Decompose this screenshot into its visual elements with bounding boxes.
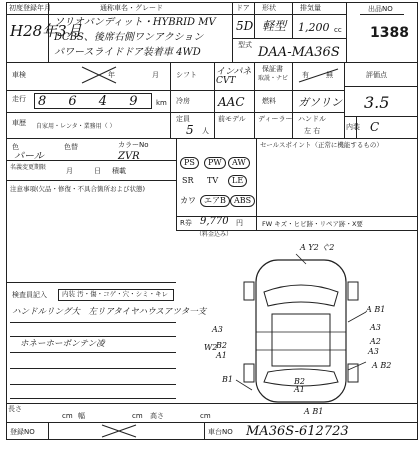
capacity-unit: 人 [202, 127, 209, 135]
mark-right-2: A3 [370, 323, 381, 332]
inspector-options: 内装 汚・傷・コゲ・穴・シミ・キレ [62, 290, 169, 298]
reg-no-label: 登録NO [10, 428, 35, 436]
inspection-strike [80, 64, 120, 86]
equip-pw: PW [204, 157, 226, 169]
color-label: 色 [12, 143, 19, 151]
color-no-label: カラーNo [118, 141, 149, 149]
color-change-label: 色替 [64, 143, 78, 151]
note-line1: ハンドルリング大 左リアタイヤハウスアツタ一支 [12, 307, 207, 317]
recycle-note: （料金込み） [196, 231, 233, 238]
dealer-label: ディーラー [258, 115, 293, 123]
shift-label: シフト [176, 71, 197, 79]
capacity-label: 定員 [176, 115, 190, 123]
interior-label: 内装 [346, 123, 360, 131]
color-value: パール [14, 151, 44, 162]
doors-label: ドア [236, 4, 250, 12]
r-ken-value: 9,770 [200, 216, 229, 227]
warranty-label: 保証書 [262, 65, 283, 73]
listing-label: 出品NO [368, 5, 393, 13]
chassis-label: 車台NO [208, 428, 233, 436]
listing-value: 1388 [370, 25, 409, 41]
fuel-value: ガソリン [298, 96, 342, 109]
displacement-value: 1,200 [298, 21, 330, 34]
displacement-label: 排気量 [300, 4, 321, 12]
steering-label: ハンドル [298, 115, 326, 123]
equip-airbag: エアB [200, 195, 230, 207]
mark-top: A Y2 ぐ2 [300, 243, 335, 252]
shape-label: 形状 [262, 4, 276, 12]
length-label: 長さ [8, 405, 22, 413]
defect-label: FW キズ・ヒビ跡・リペア跡・X要 [262, 220, 363, 228]
chassis-value: MA36S-612723 [246, 424, 349, 439]
history-options: 自家用・レンタ・業務用（ ） [36, 123, 116, 130]
mileage-unit: km [156, 99, 167, 107]
day-label: 日 [94, 167, 101, 175]
model-label: 型式 [238, 41, 252, 49]
inspection-year: 年 [108, 71, 115, 79]
r-ken-unit: 円 [236, 219, 243, 227]
mark-left-5: B1 [222, 375, 233, 384]
height-label: 高さ [150, 412, 164, 420]
equip-le: LE [228, 175, 247, 187]
mileage-value: 8 6 4 9 [38, 94, 147, 109]
mark-bottom-3: A B1 [304, 407, 324, 416]
equip-aw: AW [228, 157, 250, 169]
month-label: 月 [66, 167, 73, 175]
handover-label: 名義変更期限 [10, 164, 47, 171]
history-label: 車歴 [12, 119, 26, 127]
score-value: 3.5 [364, 93, 390, 112]
inspection-month: 月 [152, 71, 159, 79]
inspector-label: 検査員記入 [12, 291, 47, 299]
mark-right-5: A B2 [372, 361, 392, 370]
model-value: DAA-MA36S [258, 45, 340, 60]
score-label: 評価点 [366, 71, 387, 79]
mark-left-2: W2 [204, 343, 218, 352]
note-line2: ホネーホーポンテン凌 [20, 339, 105, 349]
mileage-label: 走行 [12, 95, 26, 103]
fuel-label: 燃料 [262, 97, 276, 105]
mark-right-3: A2 [370, 337, 381, 346]
listing-box [346, 2, 418, 62]
equip-ps: PS [180, 157, 199, 169]
ac-label: 冷房 [176, 97, 190, 105]
wheel-fl [244, 282, 254, 300]
prev-model-label: 前モデル [218, 115, 246, 123]
steering-options: 左 右 [304, 127, 321, 135]
car-name-line3: パワースライドドア装着車 4WD [54, 47, 201, 58]
equip-tv: TV [207, 176, 219, 185]
mark-right-1: A B1 [366, 305, 386, 314]
car-name-line2: DCBS、後席右側ワンアクション [54, 32, 204, 43]
shape-value: 軽型 [262, 19, 287, 33]
ac-value: AAC [218, 95, 245, 109]
shift-value: インパネCVT [216, 67, 252, 86]
warranty-yes: 有 [302, 71, 309, 79]
color-no-value: ZVR [118, 151, 140, 162]
mark-left-1: A3 [212, 325, 223, 334]
warranty-no: 無 [326, 71, 333, 79]
equip-sr: SR [182, 176, 194, 185]
r-ken-label: R券 [180, 219, 192, 227]
interior-value: C [370, 120, 380, 134]
displacement-unit: cc [334, 26, 342, 34]
front-windshield [264, 285, 338, 306]
wheel-rl [244, 364, 254, 382]
capacity-value: 5 [186, 123, 194, 137]
first-reg-value: H28年3月 [10, 22, 82, 40]
width-label: 幅 [78, 412, 85, 420]
wheel-rr [348, 364, 358, 382]
mark-bottom-1: B2 [294, 377, 305, 386]
length-unit: cm [62, 412, 73, 420]
height-unit: cm [200, 412, 211, 420]
reg-no-strike [100, 423, 140, 439]
mark-left-3: B2 [216, 341, 227, 350]
caution-label: 注意事項(欠品・修復・不具合箇所および状態) [10, 185, 146, 193]
car-name-line1: ソリオバンディット・HYBRID MV [54, 17, 216, 28]
equip-kawa: カワ [180, 196, 196, 205]
doors-value: 5D [236, 19, 254, 33]
inspection-label: 車検 [12, 71, 26, 79]
equip-abs: ABS [230, 195, 255, 207]
roof [272, 314, 330, 366]
wheel-fr [348, 282, 358, 300]
mark-right-4: A3 [368, 347, 379, 356]
first-reg-label: 初度登録年月 [9, 4, 51, 12]
seal-point-label: セールスポイント（正常に機能するもの） [260, 141, 383, 149]
warranty-sub: 取説・ナビ [258, 75, 289, 82]
width-unit: cm [132, 412, 143, 420]
transfer-label: 積載 [112, 167, 126, 175]
mark-bottom-2: A1 [294, 385, 305, 394]
warranty-strike [296, 64, 340, 86]
mark-left-4: A1 [216, 351, 227, 360]
car-name-label: 通称車名・グレード [100, 4, 163, 12]
